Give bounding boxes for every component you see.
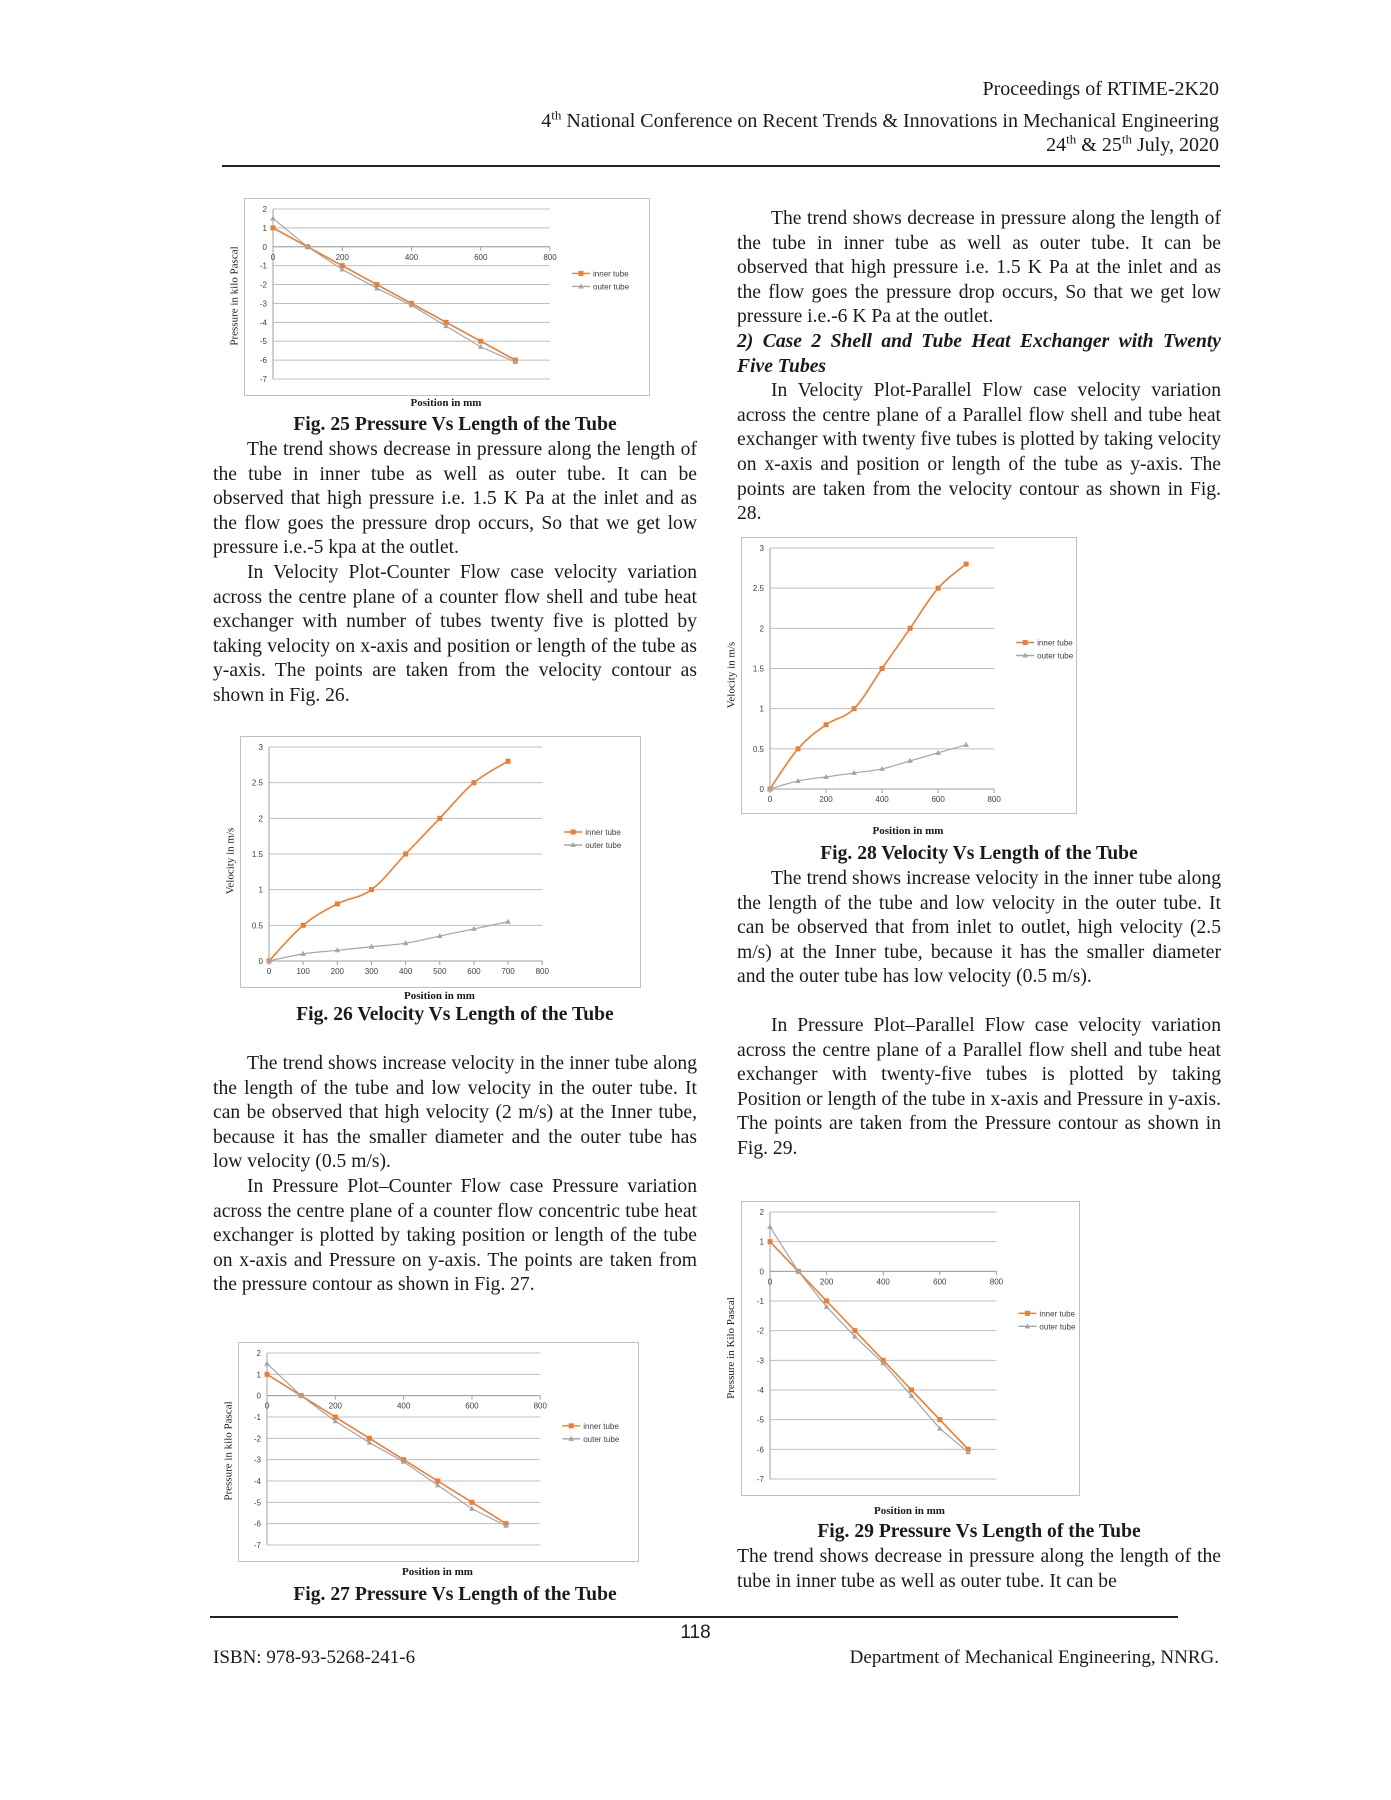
svg-text:inner tube: inner tube xyxy=(593,269,629,279)
svg-text:-3: -3 xyxy=(756,1356,764,1366)
svg-text:2: 2 xyxy=(262,205,267,214)
svg-text:0: 0 xyxy=(256,1391,261,1401)
svg-text:600: 600 xyxy=(467,967,481,976)
svg-text:300: 300 xyxy=(364,967,379,976)
svg-text:400: 400 xyxy=(876,1277,890,1287)
paragraph-gap xyxy=(737,990,1221,1014)
fig27-xlabel: Position in mm xyxy=(402,1566,473,1578)
header-rule xyxy=(222,165,1220,167)
svg-text:600: 600 xyxy=(465,1401,479,1411)
svg-text:2: 2 xyxy=(759,624,764,634)
svg-text:inner tube: inner tube xyxy=(583,1421,619,1431)
svg-text:0: 0 xyxy=(767,1277,773,1287)
date-sup: th xyxy=(1121,131,1132,147)
fig28-ylabel: Velocity in m/s xyxy=(724,641,737,708)
svg-text:-3: -3 xyxy=(253,1455,261,1465)
fig28-caption: Fig. 28 Velocity Vs Length of the Tube xyxy=(820,843,1138,864)
svg-text:400: 400 xyxy=(396,1401,411,1411)
fig25-caption: Fig. 25 Pressure Vs Length of the Tube xyxy=(293,414,617,435)
svg-text:500: 500 xyxy=(433,967,447,976)
header-conference-name: National Conference on Recent Trends & Innovations in Mechanical Engineering xyxy=(561,110,1219,132)
svg-text:1: 1 xyxy=(759,704,764,714)
svg-text:-1: -1 xyxy=(259,261,267,271)
svg-text:0: 0 xyxy=(264,1401,270,1411)
svg-text:-5: -5 xyxy=(259,337,267,347)
svg-text:400: 400 xyxy=(398,967,413,976)
svg-text:1: 1 xyxy=(258,885,263,895)
paragraph: In Velocity Plot-Parallel Flow case velocity variation across the centre plane of a Parallel flow shell and tube heat exchanger with twenty five tubes is plotted by taking velocity on x-axis and position or length of the tube as y-axis. The points are taken from the velocity contour as shown in Fig. 28. xyxy=(737,380,1221,525)
svg-text:200: 200 xyxy=(328,1401,342,1411)
svg-text:400: 400 xyxy=(875,795,889,804)
svg-text:-4: -4 xyxy=(756,1386,764,1395)
right-body-1 xyxy=(737,207,1221,527)
svg-text:outer tube: outer tube xyxy=(585,841,622,850)
svg-text:1.5: 1.5 xyxy=(251,850,263,859)
fig29-ylabel: Pressure in Kilo Pascal xyxy=(724,1296,737,1399)
header-dates xyxy=(1046,131,1219,157)
svg-text:600: 600 xyxy=(933,1277,947,1287)
svg-text:800: 800 xyxy=(543,252,557,262)
svg-text:3: 3 xyxy=(258,743,263,752)
svg-text:200: 200 xyxy=(819,795,833,804)
svg-text:100: 100 xyxy=(296,967,310,976)
svg-text:2.5: 2.5 xyxy=(251,778,263,788)
fig26-plot xyxy=(241,737,640,987)
fig28-xlabel: Position in mm xyxy=(872,825,944,837)
svg-text:-1: -1 xyxy=(253,1413,261,1422)
svg-text:600: 600 xyxy=(931,795,945,804)
svg-text:-1: -1 xyxy=(756,1297,764,1306)
svg-text:-2: -2 xyxy=(253,1434,261,1444)
svg-text:1.5: 1.5 xyxy=(752,664,764,674)
svg-text:2: 2 xyxy=(759,1208,764,1217)
svg-text:-6: -6 xyxy=(756,1445,764,1455)
fig26-xlabel: Position in mm xyxy=(404,990,475,1002)
right-body-2 xyxy=(737,867,1221,1162)
fig29-xlabel: Position in mm xyxy=(874,1505,945,1517)
svg-text:0: 0 xyxy=(262,242,267,252)
paragraph: In Velocity Plot-Counter Flow case velocity variation across the centre plane of a counter flow shell and tube heat exchanger with number of tubes twenty five is plotted by taking velocity on x-axis and position or length of the tube as y-axis. The points are taken from the velocity contour as shown in Fig. 26. xyxy=(213,561,697,706)
fig25-ylabel: Pressure in kilo Pascal xyxy=(228,246,241,346)
svg-text:0: 0 xyxy=(759,1267,764,1277)
chart-fig27 xyxy=(238,1342,639,1562)
svg-text:-5: -5 xyxy=(756,1415,764,1425)
svg-text:800: 800 xyxy=(533,1401,547,1411)
svg-text:1: 1 xyxy=(256,1370,261,1380)
svg-text:0.5: 0.5 xyxy=(251,921,263,931)
svg-text:1: 1 xyxy=(759,1237,764,1247)
svg-text:inner tube: inner tube xyxy=(1037,638,1073,648)
footer-isbn: ISBN: 978-93-5268-241-6 xyxy=(213,1647,416,1668)
svg-text:200: 200 xyxy=(819,1277,834,1287)
header-conference xyxy=(541,107,1219,133)
chart-fig26 xyxy=(240,736,641,988)
svg-text:0: 0 xyxy=(258,957,263,966)
svg-text:0: 0 xyxy=(266,967,272,976)
fig25-plot xyxy=(245,199,649,395)
svg-text:700: 700 xyxy=(501,967,515,976)
fig27-caption: Fig. 27 Pressure Vs Length of the Tube xyxy=(293,1584,617,1605)
svg-text:outer tube: outer tube xyxy=(1037,651,1074,661)
svg-text:-2: -2 xyxy=(259,280,267,290)
fig25-xlabel: Position in mm xyxy=(410,397,482,409)
svg-text:-4: -4 xyxy=(253,1477,261,1486)
fig26-caption: Fig. 26 Velocity Vs Length of the Tube xyxy=(296,1004,614,1025)
paragraph: The trend shows decrease in pressure along the length of the tube in inner tube as well as outer tube. It can be observed that high pressure i.e. 1.5 K Pa at the inlet and as the flow goes the pressure drop occurs, So that we get low pressure i.e.-5 kpa at the outlet. xyxy=(213,439,697,559)
svg-text:800: 800 xyxy=(535,967,549,976)
svg-text:outer tube: outer tube xyxy=(583,1434,620,1444)
header-proceedings xyxy=(982,78,1219,101)
svg-text:1: 1 xyxy=(262,223,267,233)
chart-fig28 xyxy=(741,537,1077,814)
chart-fig29 xyxy=(741,1201,1080,1496)
paragraph: In Pressure Plot–Counter Flow case Pressure variation across the centre plane of a counter flow concentric tube heat exchanger is plotted by taking position or length of the tube on x-axis and Pressure on y-axis. The points are taken from the pressure contour as shown in Fig. 27. xyxy=(213,1175,697,1296)
svg-text:-3: -3 xyxy=(259,299,267,309)
fig29-caption: Fig. 29 Pressure Vs Length of the Tube xyxy=(817,1521,1141,1542)
footer-department: Department of Mechanical Engineering, NNRG. xyxy=(849,1647,1219,1668)
paragraph: The trend shows decrease in pressure along the length of the tube in inner tube as well as outer tube. It can be xyxy=(737,1546,1221,1592)
paragraph: In Pressure Plot–Parallel Flow case velocity variation across the centre plane of a Parallel flow shell and tube heat exchanger with twenty-five tubes is plotted by taking Position or length of the tube in x-axis and Pressure in y-axis. The points are taken from the Pressure contour as shown in Fig. 29. xyxy=(737,1014,1221,1159)
fig27-plot xyxy=(239,1343,638,1561)
svg-text:-6: -6 xyxy=(253,1519,261,1529)
svg-text:2: 2 xyxy=(258,814,263,824)
page-number: 118 xyxy=(680,1622,711,1643)
svg-text:outer tube: outer tube xyxy=(593,282,630,292)
svg-text:-7: -7 xyxy=(756,1475,764,1484)
svg-text:outer tube: outer tube xyxy=(1039,1322,1076,1332)
svg-text:0: 0 xyxy=(767,795,773,804)
chart-fig25 xyxy=(244,198,650,396)
svg-text:3: 3 xyxy=(759,544,764,553)
svg-text:0.5: 0.5 xyxy=(752,744,764,754)
footer-rule xyxy=(210,1616,1178,1618)
left-body-2 xyxy=(213,1052,697,1298)
fig29-plot xyxy=(742,1202,1079,1495)
date-part: 24 xyxy=(1046,134,1067,156)
header-line1: Proceedings of RTIME-2K20 xyxy=(982,78,1219,100)
svg-text:-6: -6 xyxy=(259,356,267,366)
svg-text:-2: -2 xyxy=(756,1326,764,1336)
svg-text:800: 800 xyxy=(987,795,1001,804)
svg-text:2.5: 2.5 xyxy=(752,584,764,594)
svg-text:-7: -7 xyxy=(259,375,267,384)
paragraph: The trend shows increase velocity in the inner tube along the length of the tube and low velocity in the outer tube. It can be observed that from inlet to outlet, high velocity (2.5 m/s) at the Inner tube, because it has the smaller diameter and the outer tube has low velocity (0.5 m/s). xyxy=(737,868,1221,988)
right-body-3 xyxy=(737,1545,1221,1594)
svg-text:800: 800 xyxy=(989,1277,1004,1287)
header-ordinal-sup: th xyxy=(551,107,562,123)
date-sup: th xyxy=(1066,131,1077,147)
svg-text:inner tube: inner tube xyxy=(1039,1309,1076,1319)
svg-text:-7: -7 xyxy=(253,1541,261,1550)
date-part: & 25 xyxy=(1076,134,1122,156)
fig28-plot xyxy=(742,538,1076,813)
svg-text:-5: -5 xyxy=(253,1498,261,1508)
svg-text:0: 0 xyxy=(270,252,276,262)
paragraph: The trend shows decrease in pressure along the length of the tube in inner tube as well as outer tube. It can be observed that high pressure i.e. 1.5 K Pa at the inlet and as the flow goes the pressure drop occurs, So that we get low pressure i.e.-6 K Pa at the outlet. xyxy=(737,208,1221,328)
svg-text:0: 0 xyxy=(759,785,764,794)
svg-text:-4: -4 xyxy=(259,318,267,328)
header-ordinal: 4 xyxy=(541,110,552,132)
date-part: July, 2020 xyxy=(1131,134,1219,156)
left-body-1 xyxy=(213,438,697,709)
fig27-ylabel: Pressure in kilo Pascal xyxy=(222,1401,235,1501)
section-subheading: 2) Case 2 Shell and Tube Heat Exchanger with Twenty Five Tubes xyxy=(737,330,1221,377)
svg-text:600: 600 xyxy=(474,252,488,262)
fig26-ylabel: Velocity in m/s xyxy=(223,827,236,895)
svg-text:200: 200 xyxy=(335,252,349,262)
svg-text:inner tube: inner tube xyxy=(585,828,621,837)
svg-text:2: 2 xyxy=(256,1349,261,1358)
paragraph: The trend shows increase velocity in the inner tube along the length of the tube and low velocity in the outer tube. It can be observed that high velocity (2 m/s) at the Inner tube, because it has the smaller diameter and the outer tube has low velocity (0.5 m/s). xyxy=(213,1053,697,1173)
svg-text:200: 200 xyxy=(330,967,344,976)
svg-text:400: 400 xyxy=(404,252,419,262)
